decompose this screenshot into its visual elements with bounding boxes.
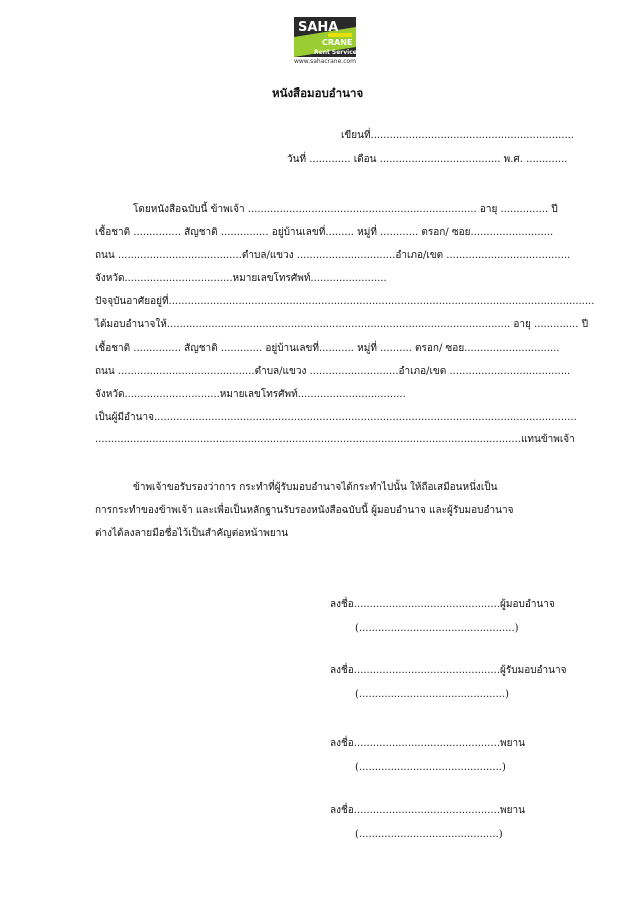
signature-witness-1: ลงชื่อ..............................................พยาน — [330, 738, 525, 749]
grantee-line-5: เป็นผู้มีอำนาจ..................................................................................................................................... — [95, 412, 577, 423]
grantee-line-4: จังหวัด..............................หมายเลขโทรศัพท์.................................. — [95, 389, 406, 400]
grantor-line-3: ถนน .......................................ตำบล/แขวง ...............................อำเภอ/เขต ....................................... — [95, 250, 571, 261]
logo-url: www.sahacrane.com — [293, 58, 357, 65]
signature-witness-2-name: (............................................) — [355, 829, 503, 840]
signature-grantee-name: (..............................................) — [355, 689, 510, 700]
grantee-line-1: ได้มอบอำนาจให้............................................................................................................ อายุ .............. ปี — [95, 319, 589, 330]
signature-grantee: ลงชื่อ..............................................ผู้รับมอบอำนาจ — [330, 665, 567, 676]
signature-grantor: ลงชื่อ..............................................ผู้มอบอำนาจ — [330, 599, 555, 610]
grantor-line-5: ปัจจุบันอาศัยอยู่ที่...................................................................................................................................... — [95, 296, 595, 307]
grantee-line-2: เชื้อชาติ ............... สัญชาติ ............. อยู่บ้านเลขที่........... หมู่ที่ .......... ตรอก/ ซอย.............................. — [95, 343, 560, 354]
signature-witness-1-name: (.............................................) — [355, 762, 506, 773]
certification-line-1: ข้าพเจ้าขอรับรองว่าการ กระทำที่ผู้รับมอบอำนาจได้กระทำไปนั้น ให้ถือเสมือนหนึ่งเป็น — [133, 482, 498, 493]
logo-brand-mid: CRANE — [322, 38, 353, 47]
certification-line-2: การกระทำของข้าพเจ้า และเพื่อเป็นหลักฐานรับรองหนังสือฉบับนี้ ผู้มอบอำนาจ และผู้รับมอบอำนาจ — [95, 505, 514, 516]
grantee-line-3: ถนน ...........................................ตำบล/แขวง ............................อำเภอ/เขต ...................................... — [95, 366, 571, 377]
logo-brand-bottom: Rent Service — [314, 49, 357, 56]
grantor-line-2: เชื้อชาติ ............... สัญชาติ ............... อยู่บ้านเลขที่......... หมู่ที่ ............ ตรอก/ ซอย.......................... — [95, 227, 554, 238]
signature-witness-2: ลงชื่อ..............................................พยาน — [330, 805, 525, 816]
logo-brand-top: SAHA — [298, 20, 339, 35]
saha-crane-logo — [290, 13, 360, 61]
grantee-line-6: ......................................................................................................................................แทนข้าพเจ้า — [95, 434, 575, 445]
document-title: หนังสือมอบอำนาจ — [272, 86, 364, 100]
certification-line-3: ต่างได้ลงลายมือชื่อไว้เป็นสำคัญต่อหน้าพยาน — [95, 528, 289, 539]
grantor-line-1: โดยหนังสือฉบับนี้ ข้าพเจ้า ........................................................................ อายุ ............... ปี — [133, 204, 558, 215]
grantor-line-4: จังหวัด..................................หมายเลขโทรศัพท์........................ — [95, 273, 387, 284]
written-at-line: เขียนที่................................................................ — [341, 130, 574, 141]
date-line: วันที่ ............. เดือน ...................................... พ.ศ. ............. — [287, 154, 568, 165]
signature-grantor-name: (.................................................) — [355, 623, 519, 634]
